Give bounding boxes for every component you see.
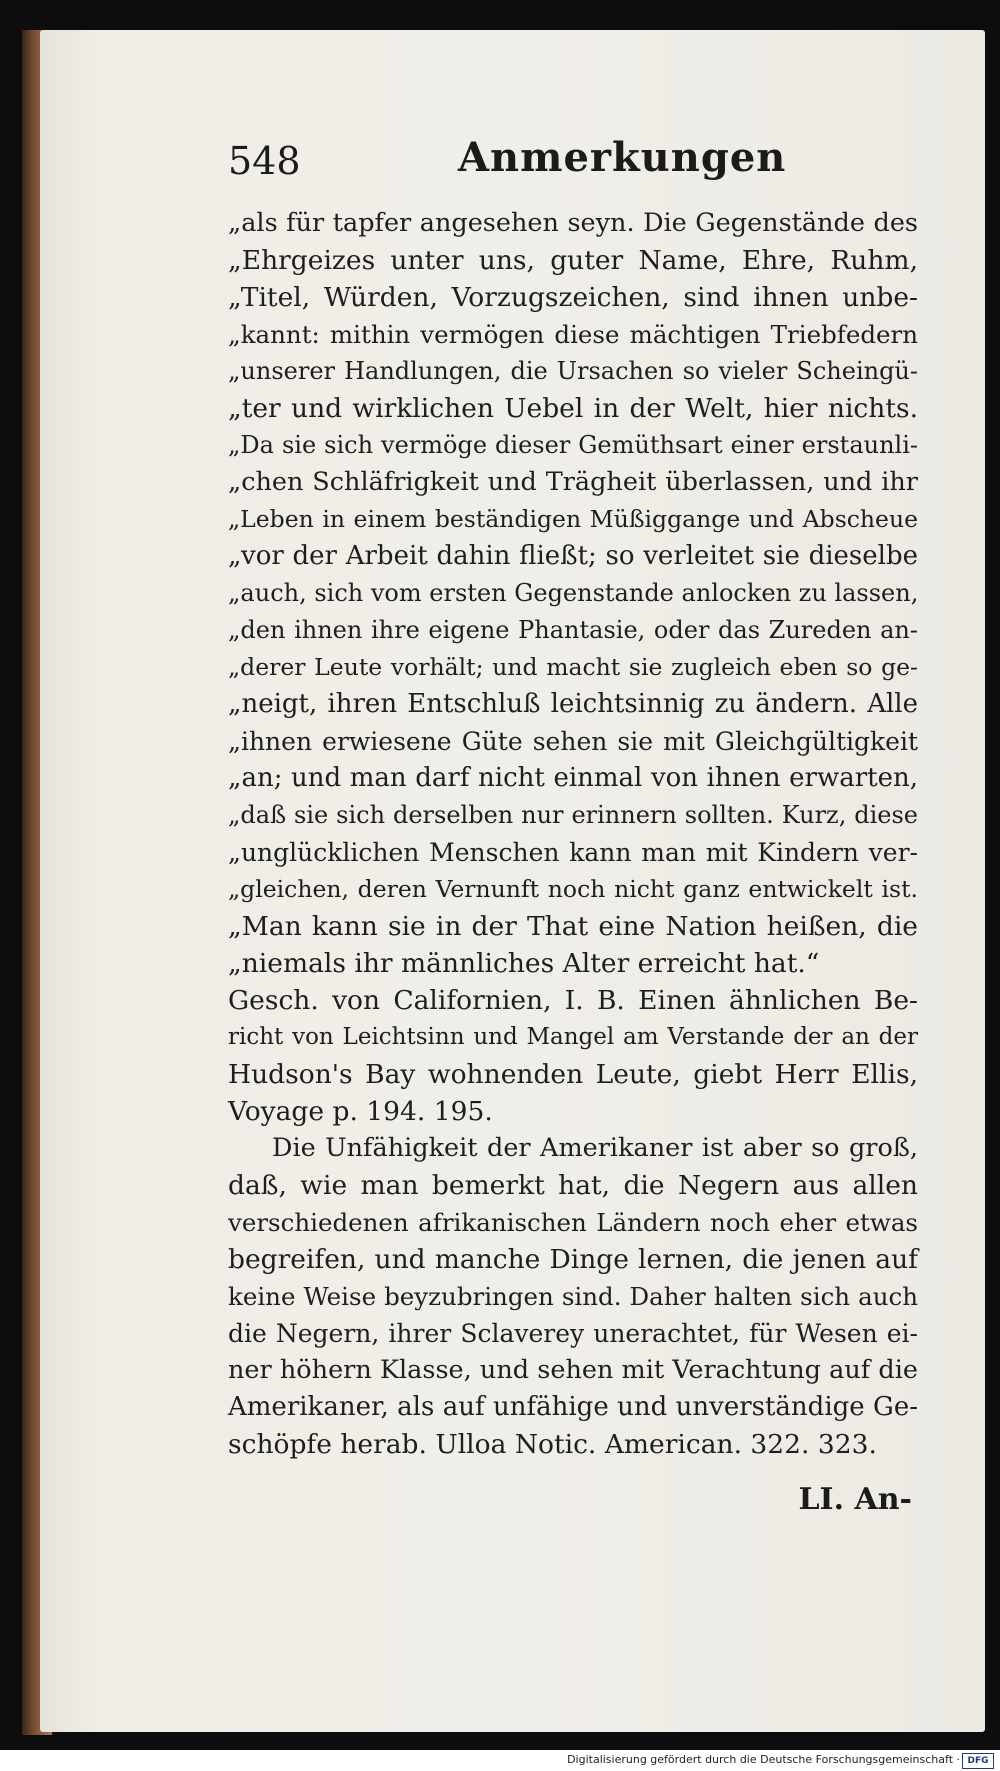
text-line: „als für tapfer angesehen seyn. Die Gegenstände des [228,208,918,238]
text-line: Amerikaner, als auf unfähige und unverständige Ge- [228,1392,918,1422]
text-line: Die Unfähigkeit der Amerikaner ist aber so groß, [272,1133,918,1163]
text-line: „Titel, Würden, Vorzugszeichen, sind ihnen unbe- [228,282,918,313]
text-line: „Ehrgeizes unter uns, guter Name, Ehre, Ruhm, [228,245,918,276]
text-line: „an; und man darf nicht einmal von ihnen erwarten, [228,763,918,793]
text-line: „unserer Handlungen, die Ursachen so vieler Scheingü- [228,357,918,385]
text-line: begreifen, und manche Dinge lernen, die jenen auf [228,1244,918,1275]
text-line: „niemals ihr männliches Alter erreicht hat.“ [228,948,820,979]
footer-credit: Digitalisierung gefördert durch die Deutsche Forschungsgemeinschaft · [567,1753,960,1766]
running-head: Anmerkungen [458,134,787,181]
text-line: ner höhern Klasse, und sehen mit Verachtung auf die [228,1355,918,1385]
dfg-logo: DFG [962,1753,994,1769]
text-line: verschiedenen afrikanischen Ländern noch eher etwas [228,1208,918,1237]
text-line: „ihnen erwiesene Güte sehen sie mit Gleichgültigkeit [228,727,918,756]
text-line: Voyage p. 194. 195. [228,1096,493,1127]
catchword: LI. An- [798,1482,912,1517]
text-line: „den ihnen ihre eigene Phantasie, oder das Zureden an- [228,616,918,644]
page-number: 548 [228,139,301,183]
text-line: „Leben in einem beständigen Müßiggange und Abscheue [228,505,918,533]
text-line: „Da sie sich vermöge dieser Gemüthsart einer erstaunli- [228,431,918,459]
text-line: „unglücklichen Menschen kann man mit Kindern ver- [228,838,918,867]
text-line: daß, wie man bemerkt hat, die Negern aus allen [228,1170,918,1201]
text-line: „kannt: mithin vermögen diese mächtigen Triebfedern [228,320,918,349]
text-line: die Negern, ihrer Sclaverey unerachtet, für Wesen ei- [228,1319,918,1348]
text-line: „ter und wirklichen Uebel in der Welt, hier nichts. [228,393,918,424]
text-line: Gesch. von Californien, I. B. Einen ähnlichen Be- [228,985,918,1016]
footer-bar [0,1750,1000,1771]
text-line: „daß sie sich derselben nur erinnern sollten. Kurz, diese [228,801,918,829]
text-line: „vor der Arbeit dahin fließt; so verleitet sie dieselbe [228,541,918,571]
text-line: „Man kann sie in der That eine Nation heißen, die [228,911,918,942]
text-line: keine Weise beyzubringen sind. Daher halten sich auch [228,1282,918,1311]
text-line: „derer Leute vorhält; und macht sie zugleich eben so ge- [228,653,918,681]
text-line: Hudson's Bay wohnenden Leute, giebt Herr Ellis, [228,1059,918,1090]
text-line: „gleichen, deren Vernunft noch nicht ganz entwickelt ist. [228,875,918,903]
text-line: richt von Leichtsinn und Mangel am Verstande der an der [228,1024,918,1050]
text-line: „neigt, ihren Entschluß leichtsinnig zu ändern. Alle [228,689,918,719]
text-line: schöpfe herab. Ulloa Notic. American. 322. 323. [228,1429,877,1460]
text-line: „chen Schläfrigkeit und Trägheit überlassen, und ihr [228,467,918,497]
text-line: „auch, sich vom ersten Gegenstande anlocken zu lassen, [228,579,919,607]
body-text [228,205,918,1463]
